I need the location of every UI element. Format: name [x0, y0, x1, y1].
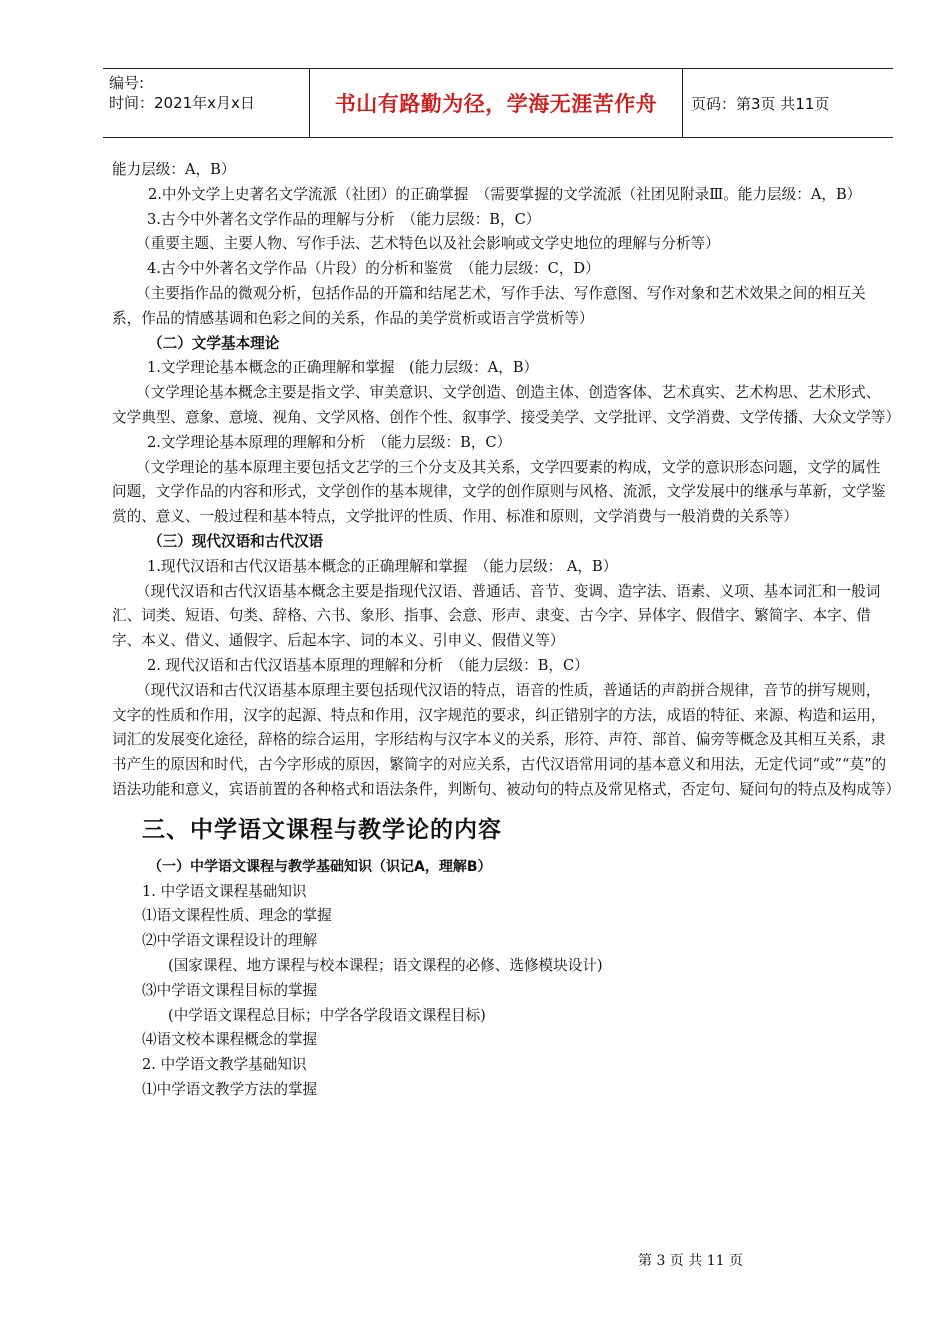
paragraph: （文学理论基本概念主要是指文学、审美意识、文学创造、创造主体、创造客体、艺术真实、艺术构思、艺术形式、文学典型、意象、意境、视角、文学风格、创作个性、叙事学、接受美学、文学批评、文学消费、文学传播、大众文学等）: [112, 384, 901, 426]
list-item: ⑴中学语文教学方法的掌握: [142, 1080, 318, 1098]
paragraph: 3.古今中外著名文学作品的理解与分析 （能力层级：B，C）: [147, 210, 541, 228]
list-item: ⑷语文校本课程概念的掌握: [142, 1031, 318, 1049]
subsection-heading: （二）文学基本理论: [148, 334, 280, 352]
subsection-heading: （三）现代汉语和古代汉语: [148, 532, 324, 550]
header-left-cell: [103, 69, 310, 137]
document-body: [112, 158, 901, 1103]
page-indicator: 页码：第3页 共11页: [691, 94, 830, 113]
paragraph: （文学理论的基本原理主要包括文艺学的三个分支及其关系，文学四要素的构成，文学的意识形态问题，文学的属性问题，文学作品的内容和形式，文学创作的基本规律，文学的创作原则与风格、流派，文学发展中的继承与革新，文学鉴赏的、意义、一般过程和基本特点，文学批评的性质、作用、标准和原则，文学消费与一般消费的关系等）: [112, 458, 886, 526]
paragraph: （现代汉语和古代汉语基本原理主要包括现代汉语的特点，语音的性质，普通话的声韵拼合规律，音节的拼写规则，文字的性质和作用，汉字的起源、特点和作用，汉字规范的要求，纠正错别字的方法，成语的特征、来源、构造和运用，词汇的发展变化途径，辞格的综合运用，字形结构与汉字本义的关系，形符、声符、部首、偏旁等概念及其相互关系，隶书产生的原因和时代，古今字形成的原因，繁简字的对应关系，古代汉语常用词的基本意义和用法，无定代词“或”“莫”的语法功能和意义，宾语前置的各种格式和语法条件，判断句、被动句的特点及常见格式，否定句、疑问句的特点及构成等）: [112, 681, 901, 798]
paragraph: 2.中外文学上史著名文学流派（社团）的正确掌握 （需要掌握的文学流派（社团见附录Ⅲ。能力层级：A，B）: [148, 185, 862, 203]
paragraph: （重要主题、主要人物、写作手法、艺术特色以及社会影响或文学史地位的理解与分析等）: [136, 235, 720, 253]
list-item: 1. 中学语文课程基础知识: [142, 882, 307, 900]
motto: 书山有路勤为径，学海无涯苦作舟: [310, 69, 683, 137]
serial-label: 编号:: [109, 74, 145, 92]
list-item: ⑵中学语文课程设计的理解: [142, 932, 318, 950]
list-item: ⑶中学语文课程目标的掌握: [142, 981, 318, 999]
paragraph: 1.现代汉语和古代汉语基本概念的正确理解和掌握 （能力层级： A，B）: [147, 557, 618, 575]
paragraph: （现代汉语和古代汉语基本概念主要是指现代汉语、普通话、音节、变调、造字法、语素、义项、基本词汇和一般词汇、词类、短语、句类、辞格、六书、象形、指事、会意、形声、隶变、古今字、异体字、假借字、繁简字、本字、借字、本义、借义、通假字、后起本字、词的本义、引申义、假借义等）: [112, 582, 881, 650]
section-title: 三、中学语文课程与教学论的内容: [142, 816, 502, 843]
paragraph: 1.文学理论基本概念的正确理解和掌握 (能力层级：A，B）: [147, 359, 539, 377]
paragraph: 4.古今中外著名文学作品（片段）的分析和鉴赏 （能力层级：C，D）: [147, 260, 600, 278]
footer-page-number: 第 3 页 共 11 页: [638, 1253, 743, 1269]
time-label: 时间：2021年x月x日: [109, 94, 255, 112]
paragraph: 能力层级：A，B）: [112, 161, 236, 178]
subsection-heading: （一）中学语文课程与教学基础知识（识记A，理解B）: [148, 858, 492, 875]
page-header: [103, 68, 893, 138]
paragraph: 2.文学理论基本原理的理解和分析 （能力层级：B，C）: [147, 433, 512, 451]
list-item: 2. 中学语文教学基础知识: [142, 1056, 307, 1074]
paragraph: （主要指作品的微观分析，包括作品的开篇和结尾艺术，写作手法、写作意图、写作对象和艺术效果之间的相互关系，作品的情感基调和色彩之间的关系，作品的美学赏析或语言学赏析等）: [112, 284, 866, 327]
list-item-note: (国家课程、地方课程与校本课程；语文课程的必修、选修模块设计): [168, 956, 603, 974]
paragraph: 2. 现代汉语和古代汉语基本原理的理解和分析 （能力层级：B，C）: [147, 656, 589, 674]
list-item-note: (中学语文课程总目标；中学各学段语文课程目标): [168, 1006, 486, 1024]
list-item: ⑴语文课程性质、理念的掌握: [142, 907, 332, 925]
